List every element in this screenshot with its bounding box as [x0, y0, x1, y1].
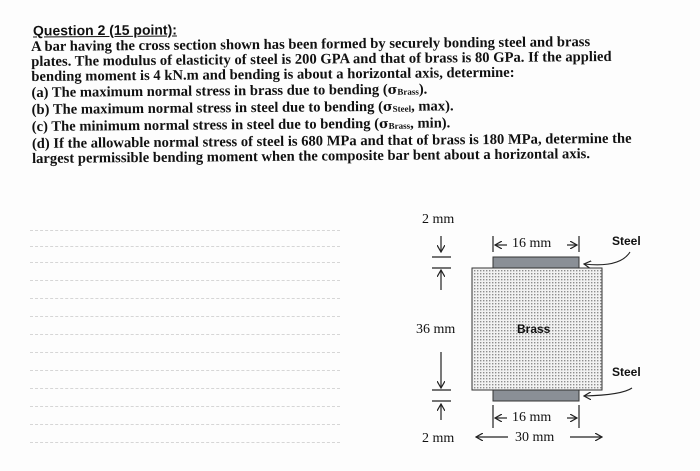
- problem-line-3: bending moment is 4 kN.m and bending is about a horizontal axis, determine:: [31, 65, 515, 86]
- top-width-label: 16 mm: [512, 236, 552, 251]
- middle-height-label: 36 mm: [416, 322, 456, 337]
- top-thickness-label: 2 mm: [422, 212, 455, 227]
- part-c-text: (c) The minimum normal stress in steel due to bending (: [31, 115, 380, 136]
- overall-width-label: 30 mm: [515, 430, 555, 445]
- part-c-subscript: Brass: [388, 120, 411, 131]
- part-a-tail: ).: [418, 81, 428, 98]
- bottom-steel-plate: [493, 390, 579, 401]
- sigma-symbol: σ: [382, 99, 393, 115]
- top-steel-leader: [584, 252, 630, 265]
- part-d-line-2: largest permissible bending moment when the composite bar bent about a horizontal axis.: [31, 146, 591, 168]
- bottom-thickness-label: 2 mm: [422, 431, 455, 446]
- part-a-subscript: Brass: [397, 86, 419, 97]
- sigma-symbol: σ: [378, 116, 389, 132]
- part-c-tail: , min).: [410, 115, 451, 132]
- part-b-tail: , max).: [410, 98, 454, 115]
- bottom-width-label: 16 mm: [512, 410, 552, 425]
- part-d-line-1: (d) If the allowable normal stress of steel is 680 MPa and that of brass is 180 MPa, determine the: [31, 130, 632, 153]
- question-title: Question 2 (15 point):: [32, 21, 177, 39]
- top-steel-plate: [493, 257, 579, 268]
- part-b-text: (b) The maximum normal stress in steel due to bending (: [31, 98, 384, 118]
- top-steel-label: Steel: [612, 234, 641, 248]
- part-a-text: (a) The maximum normal stress in brass due to bending (: [31, 81, 388, 101]
- bottom-steel-label: Steel: [612, 365, 641, 379]
- problem-line-1: A bar having the cross section shown has been formed by securely bonding steel and brass: [30, 34, 591, 55]
- part-b-subscript: Steel: [392, 103, 412, 114]
- brass-label: Brass: [517, 322, 551, 336]
- problem-line-2: plates. The modulus of elasticity of steel is 200 GPA and that of brass is 80 GPa. If the applied: [31, 49, 612, 71]
- sigma-symbol: σ: [387, 82, 398, 98]
